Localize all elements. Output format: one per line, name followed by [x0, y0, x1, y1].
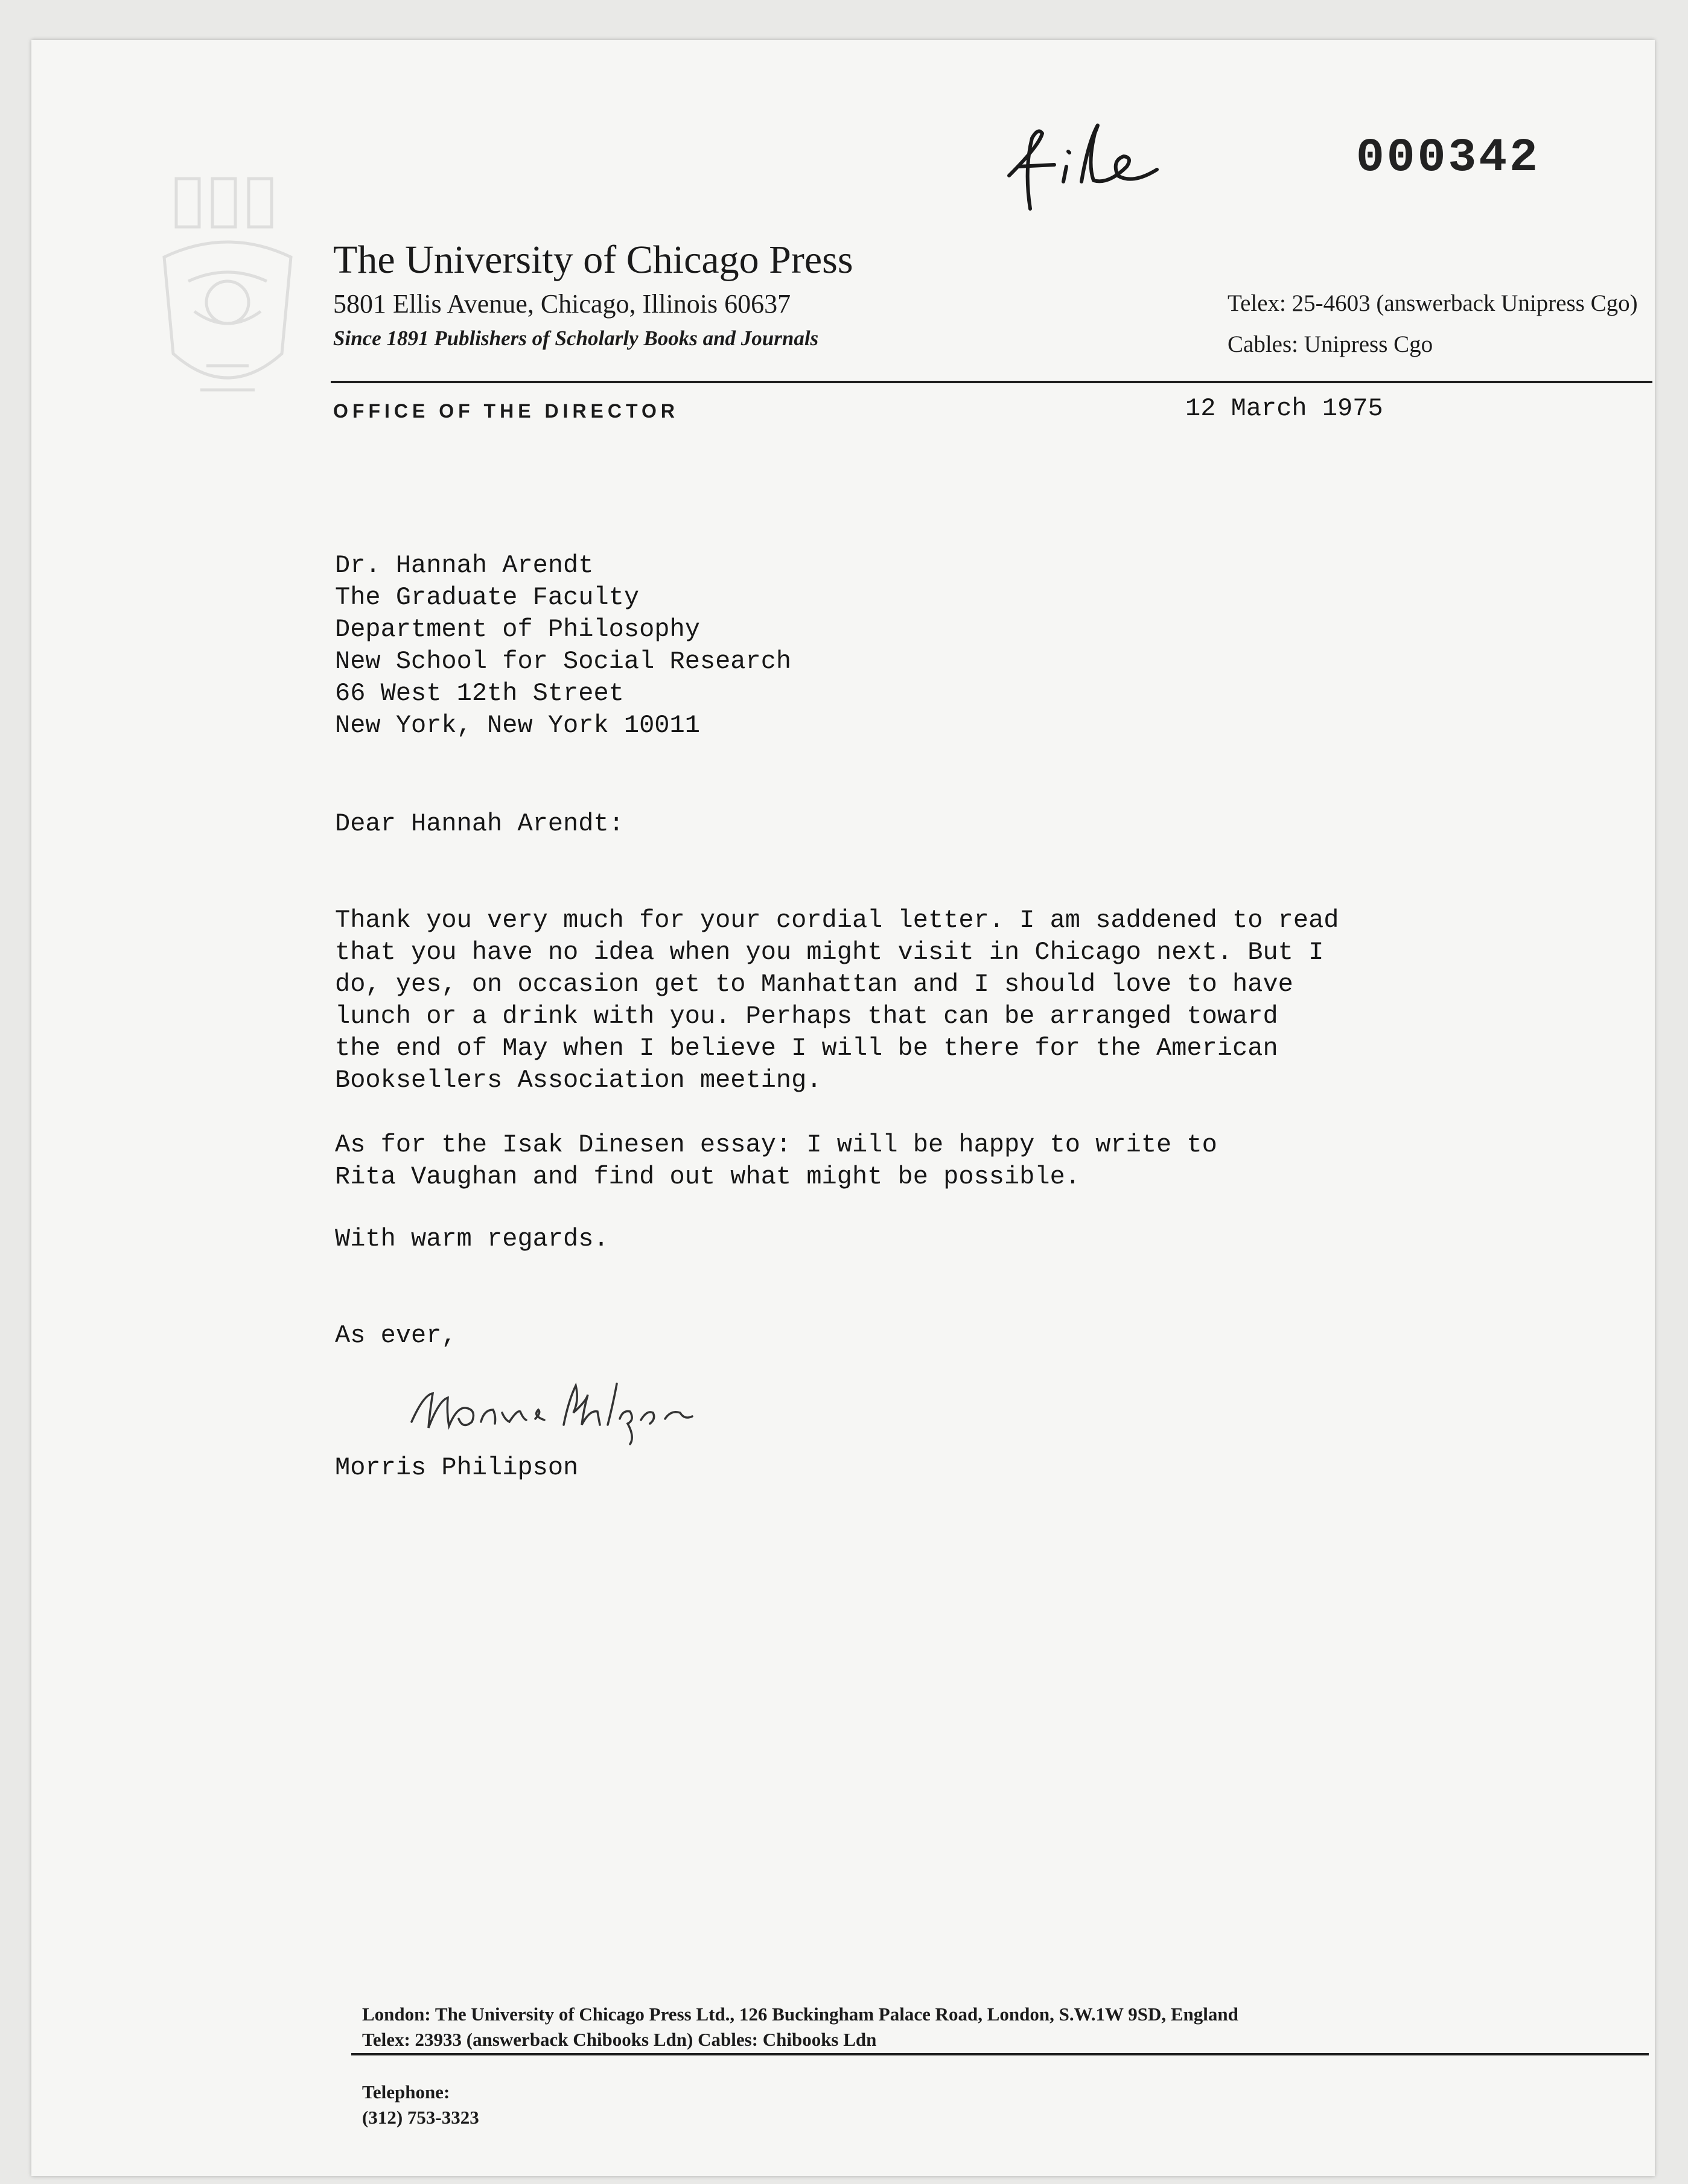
office-label: OFFICE OF THE DIRECTOR — [333, 400, 679, 422]
press-seal-icon — [152, 173, 303, 432]
letter-sheet — [31, 40, 1655, 2176]
signatory-name: Morris Philipson — [335, 1453, 579, 1482]
recipient-address — [335, 550, 791, 742]
body-line: the end of May when I believe I will be there for the American — [335, 1034, 1278, 1063]
body-line: Rita Vaughan and find out what might be possible. — [335, 1162, 1081, 1191]
address-line: New School for Social Research — [335, 647, 792, 676]
press-tagline: Since 1891 Publishers of Scholarly Books and Journals — [333, 326, 819, 350]
body-line: Thank you very much for your cordial letter. I am saddened to read — [335, 906, 1339, 935]
handwritten-file-mark — [997, 109, 1166, 218]
cables-info: Cables: Unipress Cgo — [1228, 331, 1433, 357]
body-paragraph-1 — [335, 905, 1339, 1097]
salutation: Dear Hannah Arendt: — [335, 809, 624, 838]
body-line: do, yes, on occasion get to Manhattan and I should love to have — [335, 970, 1293, 999]
address-line: Department of Philosophy — [335, 615, 700, 644]
footer-telephone-label: Telephone: — [362, 2081, 450, 2103]
body-line: lunch or a drink with you. Perhaps that can be arranged toward — [335, 1002, 1278, 1031]
address-line: The Graduate Faculty — [335, 583, 640, 612]
body-line: As for the Isak Dinesen essay: I will be happy to write to — [335, 1130, 1217, 1159]
body-paragraph-3: With warm regards. — [335, 1224, 609, 1253]
press-name: The University of Chicago Press — [333, 238, 853, 282]
footer-rule — [351, 2053, 1649, 2055]
press-address: 5801 Ellis Avenue, Chicago, Illinois 60637 — [333, 289, 791, 319]
document-number: 000342 — [1356, 132, 1540, 185]
footer-london: London: The University of Chicago Press Ltd., 126 Buckingham Palace Road, London, S.W.1W 9SD, England — [362, 2004, 1238, 2025]
body-line: that you have no idea when you might visit in Chicago next. But I — [335, 938, 1324, 967]
body-paragraph-2 — [335, 1129, 1217, 1193]
header-rule — [331, 381, 1652, 383]
body-line: Booksellers Association meeting. — [335, 1066, 822, 1095]
address-line: 66 West 12th Street — [335, 679, 624, 708]
address-line: Dr. Hannah Arendt — [335, 551, 594, 580]
letter-date: 12 March 1975 — [1185, 394, 1383, 423]
footer-telex: Telex: 23933 (answerback Chibooks Ldn) Cables: Chibooks Ldn — [362, 2029, 877, 2050]
telex-info: Telex: 25-4603 (answerback Unipress Cgo) — [1228, 290, 1638, 316]
footer-telephone: (312) 753-3323 — [362, 2107, 479, 2128]
address-line: New York, New York 10011 — [335, 711, 700, 740]
closing: As ever, — [335, 1321, 457, 1350]
signature-image — [406, 1377, 719, 1446]
